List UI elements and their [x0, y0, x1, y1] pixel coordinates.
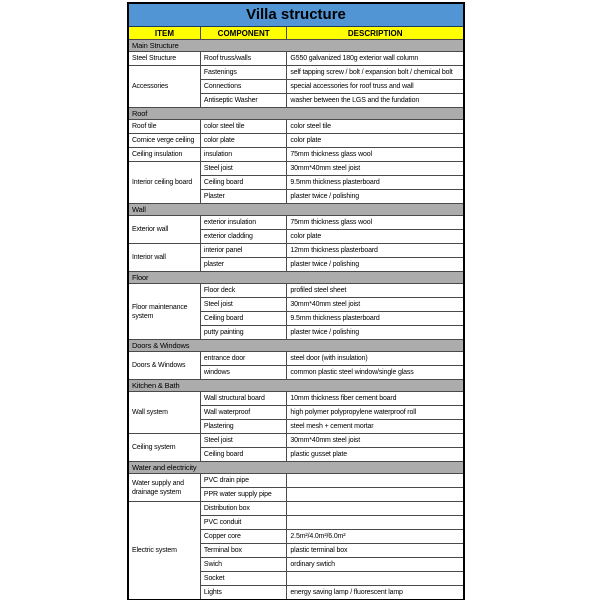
item-cell-interior-wall: Interior wall	[128, 244, 200, 272]
item-cell-interior-ceiling-board: Interior ceiling board	[128, 162, 200, 204]
component-cell: entrance door	[200, 352, 287, 366]
description-cell: special accessories for roof truss and wall	[287, 80, 464, 94]
component-cell: Plastering	[200, 420, 287, 434]
item-cell-ceiling-insulation: Ceiling insulation	[128, 148, 200, 162]
description-cell: 75mm thickness glass wool	[287, 216, 464, 230]
component-cell: Copper core	[200, 530, 287, 544]
component-cell: putty painting	[200, 326, 287, 340]
description-cell: energy saving lamp / fluorescent lamp	[287, 586, 464, 600]
component-cell: Steel joist	[200, 162, 287, 176]
item-cell-wall-system: Wall system	[128, 392, 200, 434]
table-row	[128, 162, 464, 176]
description-cell: profiled steel sheet	[287, 284, 464, 298]
component-cell: Terminal box	[200, 544, 287, 558]
component-cell: Connections	[200, 80, 287, 94]
description-cell: washer between the LGS and the fundation	[287, 94, 464, 108]
column-header-item: ITEM	[128, 27, 200, 40]
component-cell: Distribution box	[200, 502, 287, 516]
description-cell: plaster twice / polishing	[287, 326, 464, 340]
description-cell: 12mm thickness plasterboard	[287, 244, 464, 258]
item-cell-accessories: Accessories	[128, 66, 200, 108]
description-cell: 9.5mm thickness plasterboard	[287, 312, 464, 326]
description-cell: steel door (with insulation)	[287, 352, 464, 366]
table-row	[128, 502, 464, 516]
component-cell: PPR water supply pipe	[200, 488, 287, 502]
table-row	[128, 120, 464, 134]
table-body	[128, 3, 464, 600]
description-cell: plastic terminal box	[287, 544, 464, 558]
component-cell: PVC drain pipe	[200, 474, 287, 488]
table-row	[128, 352, 464, 366]
description-cell	[287, 572, 464, 586]
component-cell: Roof truss/walls	[200, 52, 287, 66]
description-cell: 75mm thickness glass wool	[287, 148, 464, 162]
table-row	[128, 52, 464, 66]
item-cell-electric-system: Electric system	[128, 502, 200, 600]
component-cell: Swich	[200, 558, 287, 572]
description-cell: color plate	[287, 230, 464, 244]
component-cell: exterior cladding	[200, 230, 287, 244]
section-row-floor	[128, 272, 464, 284]
item-cell-floor-maintenance-system: Floor maintenance system	[128, 284, 200, 340]
component-cell: Wall structural board	[200, 392, 287, 406]
description-cell	[287, 502, 464, 516]
section-header-water-and-electricity: Water and electricity	[128, 462, 464, 474]
table-row	[128, 216, 464, 230]
item-cell-steel-structure: Steel Structure	[128, 52, 200, 66]
description-cell: high polymer polypropylene waterproof roll	[287, 406, 464, 420]
description-cell: 30mm*40mm steel joist	[287, 434, 464, 448]
component-cell: interior panel	[200, 244, 287, 258]
description-cell: plaster twice / polishing	[287, 190, 464, 204]
description-cell: color steel tile	[287, 120, 464, 134]
component-cell: Ceiling board	[200, 176, 287, 190]
description-cell: plastic gusset plate	[287, 448, 464, 462]
description-cell: 2.5m²/4.0m²/6.0m²	[287, 530, 464, 544]
section-row-wall	[128, 204, 464, 216]
description-cell	[287, 516, 464, 530]
section-row-doors-windows	[128, 340, 464, 352]
component-cell: Plaster	[200, 190, 287, 204]
component-cell: Fastenings	[200, 66, 287, 80]
section-header-main-structure: Main Structure	[128, 40, 464, 52]
description-cell: plaster twice / polishing	[287, 258, 464, 272]
section-row-main-structure	[128, 40, 464, 52]
table-row	[128, 244, 464, 258]
table-row	[128, 148, 464, 162]
item-cell-roof-tile: Roof tile	[128, 120, 200, 134]
title-row	[128, 3, 464, 27]
description-cell: steel mesh + cement mortar	[287, 420, 464, 434]
description-cell: 30mm*40mm steel joist	[287, 298, 464, 312]
item-cell-exterior-wall: Exterior wall	[128, 216, 200, 244]
component-cell: Steel joist	[200, 298, 287, 312]
component-cell: color steel tile	[200, 120, 287, 134]
table-row	[128, 66, 464, 80]
section-header-roof: Roof	[128, 108, 464, 120]
component-cell: Ceiling board	[200, 312, 287, 326]
component-cell: Socket	[200, 572, 287, 586]
description-cell	[287, 488, 464, 502]
description-cell: self tapping screw / bolt / expansion bolt / chemical bolt	[287, 66, 464, 80]
component-cell: Lights	[200, 586, 287, 600]
component-cell: color plate	[200, 134, 287, 148]
section-header-doors-windows: Doors & Windows	[128, 340, 464, 352]
item-cell-water-supply-and-drainage-system: Water supply and drainage system	[128, 474, 200, 502]
component-cell: exterior insulation	[200, 216, 287, 230]
component-cell: Wall waterproof	[200, 406, 287, 420]
table-row	[128, 284, 464, 298]
component-cell: Antiseptic Washer	[200, 94, 287, 108]
section-header-wall: Wall	[128, 204, 464, 216]
table-row	[128, 434, 464, 448]
description-cell: color plate	[287, 134, 464, 148]
component-cell: Steel joist	[200, 434, 287, 448]
table-row	[128, 134, 464, 148]
section-row-water-and-electricity	[128, 462, 464, 474]
description-cell: 9.5mm thickness plasterboard	[287, 176, 464, 190]
component-cell: plaster	[200, 258, 287, 272]
description-cell: ordinary swtich	[287, 558, 464, 572]
component-cell: windows	[200, 366, 287, 380]
section-row-kitchen-bath	[128, 380, 464, 392]
column-header-description: DESCRIPTION	[287, 27, 464, 40]
column-header-component: COMPONENT	[200, 27, 287, 40]
item-cell-doors-windows: Doors & Windows	[128, 352, 200, 380]
table-row	[128, 392, 464, 406]
component-cell: Floor deck	[200, 284, 287, 298]
component-cell: PVC conduit	[200, 516, 287, 530]
section-header-floor: Floor	[128, 272, 464, 284]
item-cell-cornice-verge-ceiling: Cornice verge ceiling	[128, 134, 200, 148]
description-cell: 10mm thickness fiber cement board	[287, 392, 464, 406]
villa-structure-table	[127, 2, 465, 600]
component-cell: insulation	[200, 148, 287, 162]
table-row	[128, 474, 464, 488]
page-title: Villa structure	[128, 3, 464, 27]
component-cell: Ceiling board	[200, 448, 287, 462]
description-cell: 30mm*40mm steel joist	[287, 162, 464, 176]
description-cell: G550 galvanized 180g exterior wall column	[287, 52, 464, 66]
column-header-row	[128, 27, 464, 40]
item-cell-ceiling-system: Ceiling system	[128, 434, 200, 462]
description-cell: common plastic steel window/single glass	[287, 366, 464, 380]
section-row-roof	[128, 108, 464, 120]
section-header-kitchen-bath: Kitchen & Bath	[128, 380, 464, 392]
description-cell	[287, 474, 464, 488]
